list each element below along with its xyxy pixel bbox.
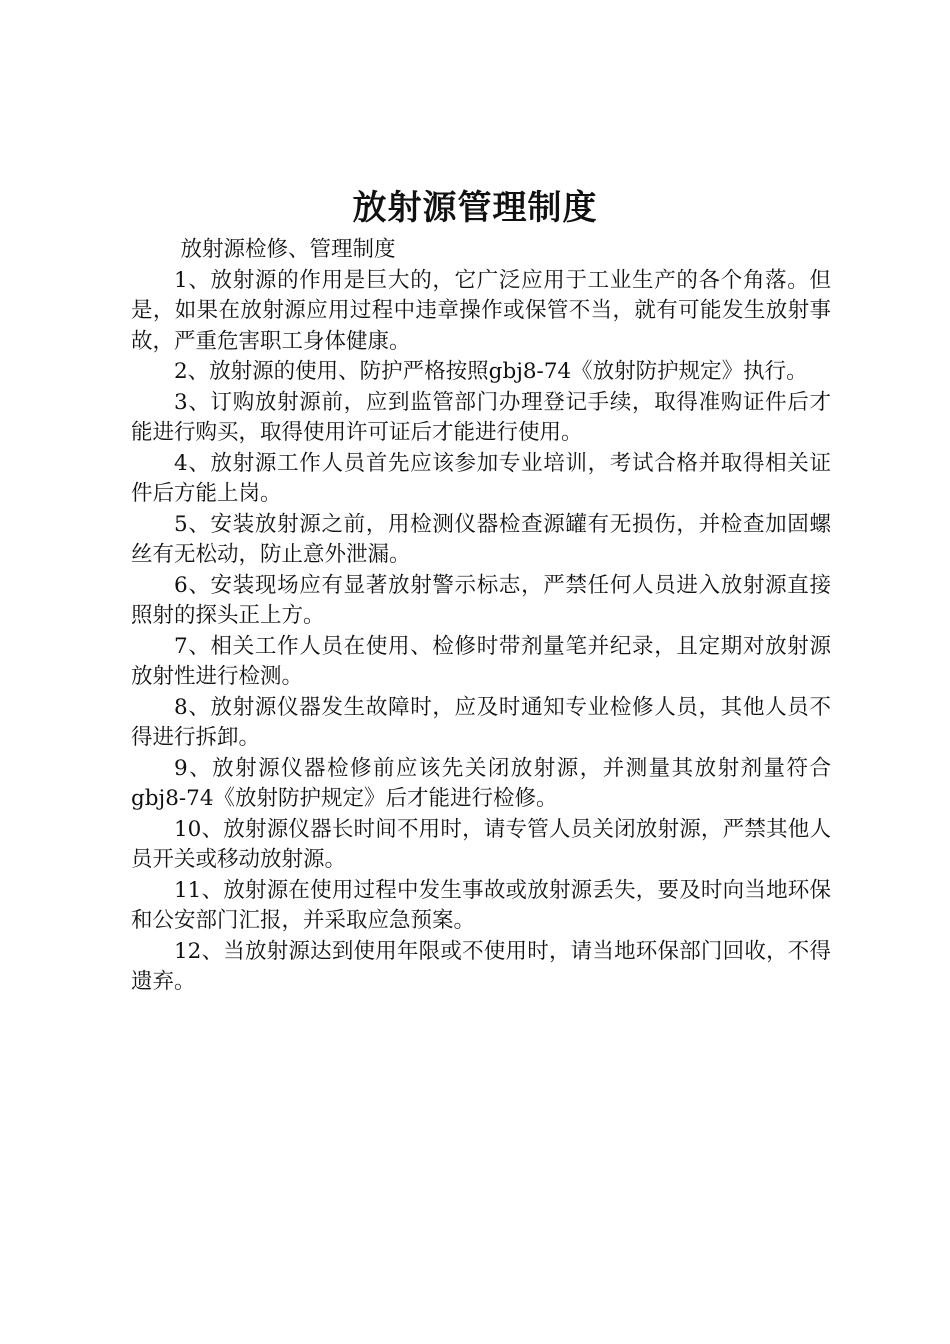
- rule-paragraph-1: 1、放射源的作用是巨大的，它广泛应用于工业生产的各个角落。但是，如果在放射源应用过程中违章操作或保管不当，就有可能发生放射事故，严重危害职工身体健康。: [131, 267, 831, 354]
- rule-paragraph-2: 2、放射源的使用、防护严格按照gbj8-74《放射防护规定》执行。: [174, 359, 808, 384]
- document-subtitle: 放射源检修、管理制度: [180, 237, 396, 262]
- rule-paragraph-7: 7、相关工作人员在使用、检修时带剂量笔并纪录，且定期对放射源放射性进行检测。: [131, 633, 831, 689]
- document-body: [131, 235, 831, 998]
- rule-paragraph-11: 11、放射源在使用过程中发生事故或放射源丢失，要及时向当地环保和公安部门汇报，并采取应急预案。: [131, 877, 831, 933]
- document-title: 放射源管理制度: [352, 188, 598, 228]
- rule-paragraph-6: 6、安装现场应有显著放射警示标志，严禁任何人员进入放射源直接照射的探头正上方。: [131, 572, 831, 628]
- rule-paragraph-3: 3、订购放射源前，应到监管部门办理登记手续，取得准购证件后才能进行购买，取得使用许可证后才能进行使用。: [131, 389, 831, 445]
- rule-paragraph-4: 4、放射源工作人员首先应该参加专业培训，考试合格并取得相关证件后方能上岗。: [131, 450, 831, 506]
- rule-paragraph-10: 10、放射源仪器长时间不用时，请专管人员关闭放射源，严禁其他人员开关或移动放射源。: [131, 816, 831, 872]
- rule-paragraph-5: 5、安装放射源之前，用检测仪器检查源罐有无损伤，并检查加固螺丝有无松动，防止意外泄漏。: [131, 511, 831, 567]
- rule-paragraph-8: 8、放射源仪器发生故障时，应及时通知专业检修人员，其他人员不得进行拆卸。: [131, 694, 831, 750]
- rule-paragraph-9: 9、放射源仪器检修前应该先关闭放射源，并测量其放射剂量符合gbj8-74《放射防护规定》后才能进行检修。: [131, 755, 831, 811]
- rule-paragraph-12: 12、当放射源达到使用年限或不使用时，请当地环保部门回收，不得遗弃。: [131, 938, 831, 994]
